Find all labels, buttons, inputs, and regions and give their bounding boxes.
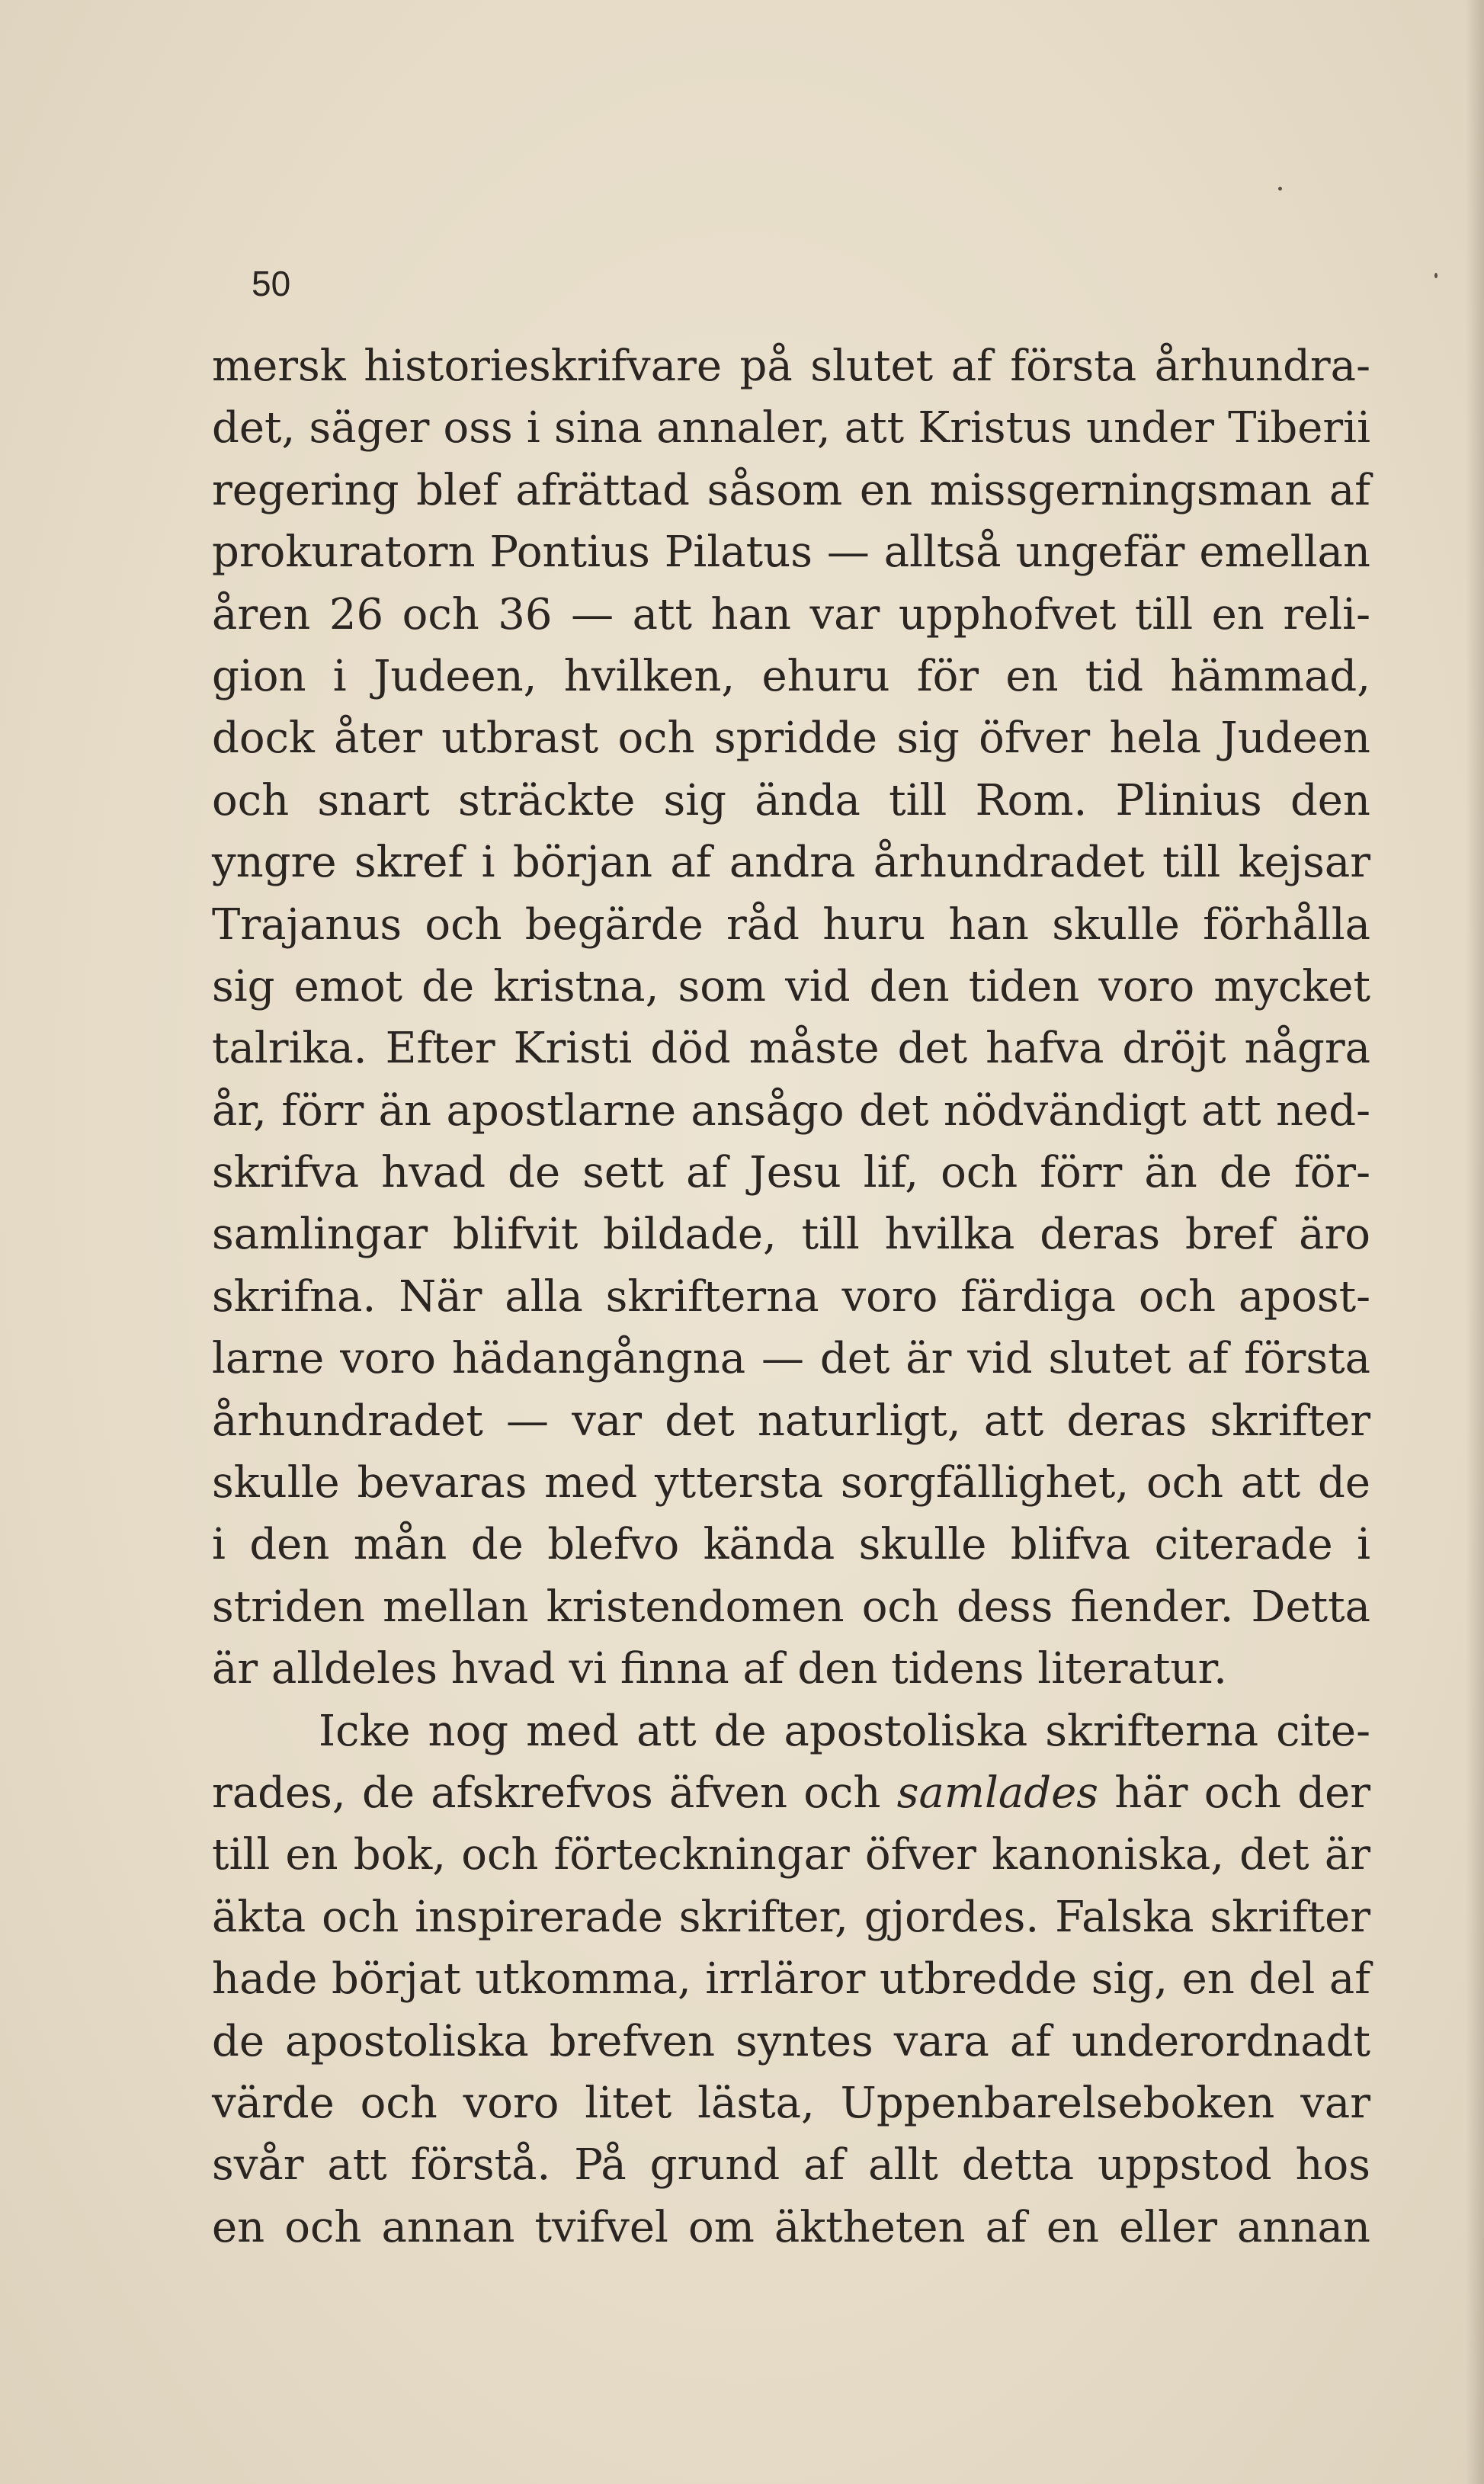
italic-word: samlades	[896, 1768, 1098, 1818]
text-line: skrifna. När alla skrifterna voro färdiga och apost-	[212, 1271, 1370, 1322]
text-line: skulle bevaras med yttersta sorgfällighet, och att de	[212, 1458, 1370, 1508]
text-line: århundradet — var det naturligt, att deras skrifter	[212, 1396, 1370, 1446]
text-line: en och annan tvifvel om äktheten af en eller annan	[212, 2202, 1370, 2252]
paper-speck	[1278, 187, 1282, 191]
text-line: åren 26 och 36 — att han var upphofvet till en reli-	[212, 589, 1370, 639]
text-line: gion i Judeen, hvilken, ehuru för en tid hämmad,	[212, 651, 1370, 701]
text-line: larne voro hädangångna — det är vid slutet af första	[212, 1334, 1370, 1384]
text-line: de apostoliska brefven syntes vara af underordnadt	[212, 2016, 1370, 2066]
text-line: värde och voro litet lästa, Uppenbarelseboken var	[212, 2078, 1370, 2128]
text-line: mersk historieskrifvare på slutet af första århundra-	[212, 341, 1370, 391]
page-number: 50	[252, 264, 291, 303]
paragraph-last-line: är alldeles hvad vi finna af den tidens literatur.	[212, 1644, 1227, 1694]
text-line: svår att förstå. På grund af allt detta uppstod hos	[212, 2140, 1370, 2191]
page-edge-shadow	[1466, 0, 1484, 2484]
text-line: dock åter utbrast och spridde sig öfver hela Judeen	[212, 713, 1370, 764]
text-line: Trajanus och begärde råd huru han skulle förhålla	[212, 899, 1370, 950]
text-line: skrifva hvad de sett af Jesu lif, och förr än de för-	[212, 1148, 1370, 1198]
text-line: år, förr än apostlarne ansågo det nödvändigt att ned-	[212, 1085, 1370, 1136]
text-line: till en bok, och förteckningar öfver kanoniska, det är	[212, 1830, 1370, 1880]
text-line: äkta och inspirerade skrifter, gjordes. Falska skrifter	[212, 1892, 1370, 1942]
text-line: hade börjat utkomma, irrläror utbredde sig, en del af	[212, 1954, 1370, 2005]
text-line: det, säger oss i sina annaler, att Kristus under Tiberii	[212, 403, 1370, 454]
text-line: regering blef afrättad såsom en missgerningsman af	[212, 465, 1370, 515]
text-line: sig emot de kristna, som vid den tiden voro mycket	[212, 961, 1370, 1011]
text-line: prokuratorn Pontius Pilatus — alltså ungefär emellan	[212, 527, 1370, 578]
body-text	[212, 335, 1370, 2258]
paper-speck	[1434, 273, 1438, 278]
text-line: i den mån de blefvo kända skulle blifva citerade i	[212, 1520, 1370, 1570]
text-line: striden mellan kristendomen och dess fiender. Detta	[212, 1582, 1370, 1632]
text-line: yngre skref i början af andra århundradet till kejsar	[212, 838, 1370, 888]
text-line: samlingar blifvit bildade, till hvilka deras bref äro	[212, 1210, 1370, 1260]
text-line: rades, de afskrefvos äfven och samlades här och der	[212, 1768, 1370, 1818]
text-line: talrika. Efter Kristi död måste det hafva dröjt några	[212, 1024, 1370, 1074]
paragraph-first-line: Icke nog med att de apostoliska skrifterna cite-	[319, 1706, 1370, 1756]
text-line: och snart sträckte sig ända till Rom. Plinius den	[212, 775, 1370, 825]
